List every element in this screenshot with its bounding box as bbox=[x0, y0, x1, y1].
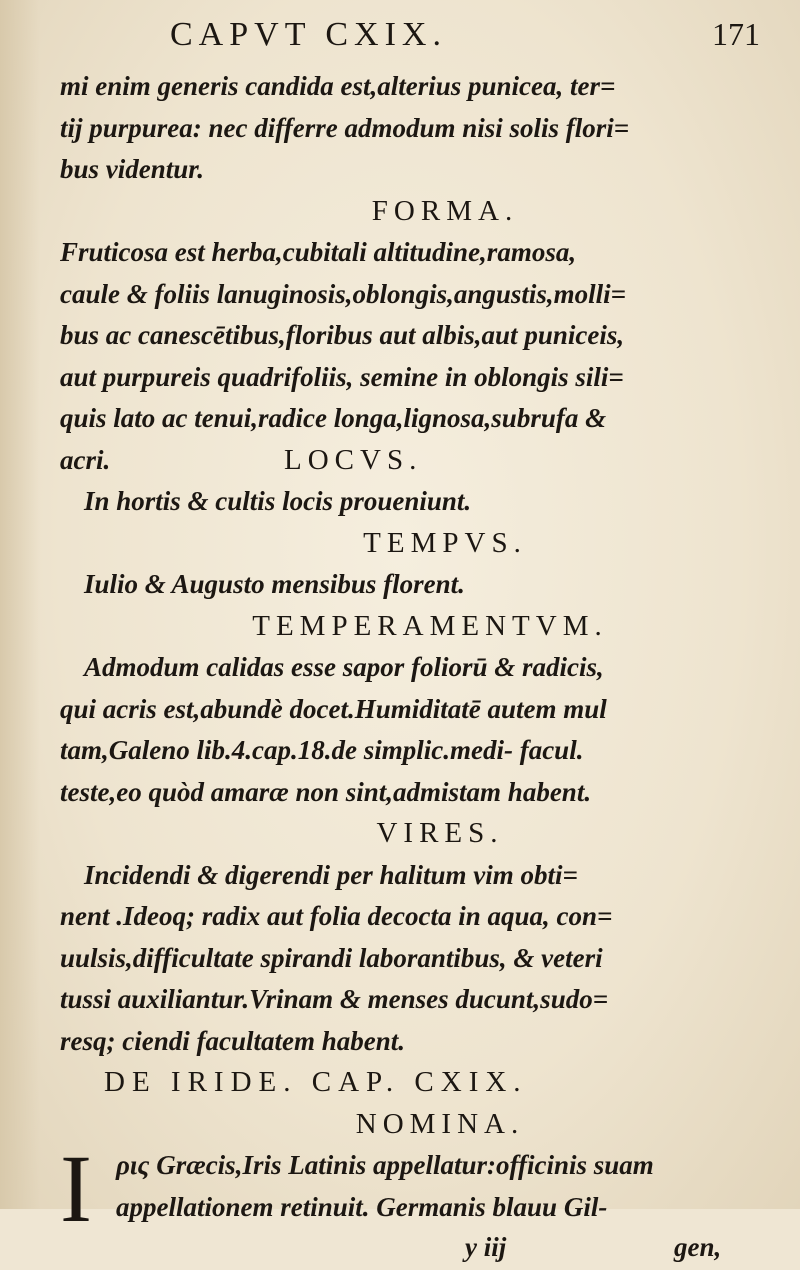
signature-mark: y iij bbox=[465, 1232, 507, 1262]
text-line: appellationem retinuit. Germanis blauu Gil- bbox=[116, 1191, 608, 1222]
text-line: resq; ciendi facultatem habent. bbox=[60, 1025, 405, 1056]
text-line: tussi auxiliantur.Vrinam & menses ducunt,sudo= bbox=[60, 984, 609, 1014]
section-heading-vires: VIRES. bbox=[376, 817, 504, 849]
section-heading-forma: FORMA. bbox=[371, 194, 519, 227]
text-line: Iulio & Augusto mensibus florent. bbox=[84, 569, 465, 599]
text-line: teste,eo quòd amaræ non sint,admistam habent. bbox=[60, 776, 592, 807]
text-line: tam,Galeno lib.4.cap.18.de simplic.medi- facul. bbox=[60, 735, 584, 765]
text-line: Fruticosa est herba,cubitali altitudine,ramosa, bbox=[60, 237, 577, 267]
page-number: 171 bbox=[712, 16, 760, 52]
chapter-heading: DE IRIDE. CAP. CXIX. bbox=[104, 1066, 528, 1098]
text-line: quis lato ac tenui,radice longa,lignosa,subrufa & bbox=[60, 403, 607, 433]
nomina-paragraph bbox=[60, 1135, 770, 1242]
text-line: bus videntur. bbox=[60, 154, 205, 184]
catch-line bbox=[60, 1228, 770, 1270]
text-line: Incidendi & digerendi per halitum vim obti= bbox=[84, 859, 578, 890]
body-text bbox=[60, 66, 770, 1270]
text-line: nent .Ideoq; radix aut folia decocta in aqua, con= bbox=[60, 901, 613, 931]
text-line: In hortis & cultis locis proueniunt. bbox=[84, 486, 472, 516]
text-line: tij purpurea: nec differre admodum nisi solis flori= bbox=[60, 112, 630, 143]
running-head bbox=[170, 16, 760, 60]
section-heading-temperamentum: TEMPERAMENTVM. bbox=[252, 609, 608, 642]
text-line: ρις Græcis,Iris Latinis appellatur:officinis suam bbox=[116, 1150, 654, 1180]
section-heading-locus: LOCVS. bbox=[284, 443, 423, 476]
text-line: uulsis,difficultate spirandi laborantibus, & veteri bbox=[60, 942, 603, 973]
catchword: gen, bbox=[674, 1232, 722, 1262]
text-line: Admodum calidas esse sapor foliorū & radicis, bbox=[84, 652, 604, 682]
text-line: aut purpureis quadrifoliis, semine in oblongis sili= bbox=[60, 361, 624, 392]
text-line-with-heading bbox=[60, 440, 770, 482]
section-heading-nomina: NOMINA. bbox=[355, 1107, 525, 1140]
text-line: acri. bbox=[60, 444, 111, 475]
drop-capital: I bbox=[60, 1135, 92, 1242]
section-heading-tempus: TEMPVS. bbox=[363, 526, 527, 559]
running-head-title: CAPVT CXIX. bbox=[170, 16, 447, 53]
text-line: qui acris est,abundè docet.Humiditatē autem mul bbox=[60, 693, 607, 724]
text-line: bus ac canescētibus,floribus aut albis,aut puniceis, bbox=[60, 320, 625, 350]
text-line: mi enim generis candida est,alterius punicea, ter= bbox=[60, 71, 616, 101]
page-gutter-shadow bbox=[0, 0, 40, 1209]
text-line: caule & foliis lanuginosis,oblongis,angustis,molli= bbox=[60, 278, 627, 309]
